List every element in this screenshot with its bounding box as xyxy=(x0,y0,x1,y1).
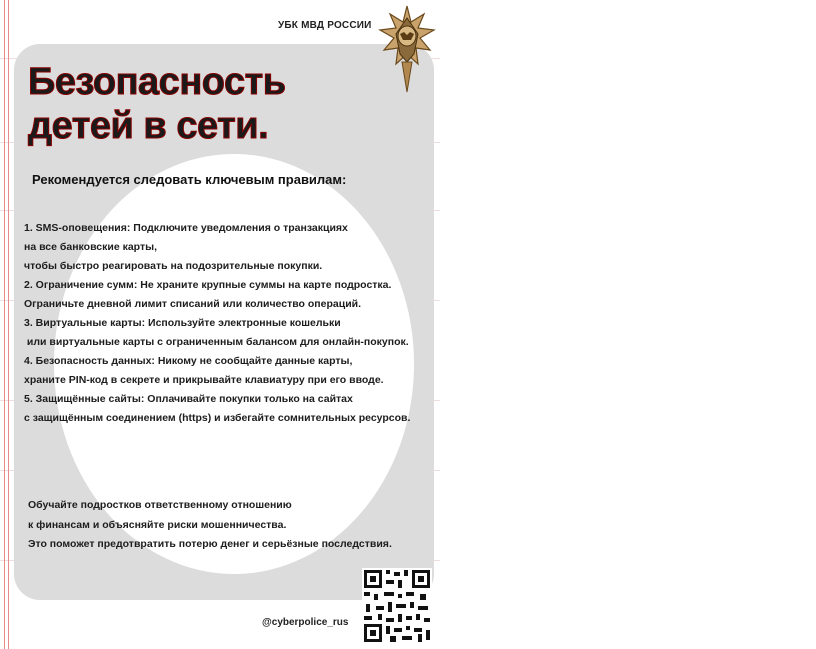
organization-label: УБК МВД РОССИИ xyxy=(278,20,372,31)
title-line-1: Безопасность xyxy=(28,61,286,103)
margin-line xyxy=(4,0,5,649)
rule-line: 5. Защищённые сайты: Оплачивайте покупки только на сайтах xyxy=(24,393,353,405)
closing-note xyxy=(28,496,392,555)
closing-line: Это поможет предотвратить потерю денег и серьёзные последствия. xyxy=(28,538,392,550)
closing-line: Обучайте подростков ответственному отношению xyxy=(28,499,292,511)
rule-line: 1. SMS-оповещения: Подключите уведомления о транзакциях xyxy=(24,222,348,234)
intro-text: Рекомендуется следовать ключевым правилам: xyxy=(32,172,347,187)
qr-code-icon xyxy=(362,568,432,644)
rule-line: Ограничьте дневной лимит списаний или количество операций. xyxy=(24,298,362,310)
police-emblem-icon xyxy=(378,4,436,96)
rule-line: 2. Ограничение сумм: Не храните крупные суммы на карте подростка. xyxy=(24,279,392,291)
rules-list xyxy=(24,219,410,428)
rule-line: 4. Безопасность данных: Никому не сообщайте данные карты, xyxy=(24,355,353,367)
title-line-2: детей в сети. xyxy=(28,105,269,147)
rule-line: чтобы быстро реагировать на подозрительные покупки. xyxy=(24,260,323,272)
rule-line: храните PIN-код в секрете и прикрывайте клавиатуру при его вводе. xyxy=(24,374,384,386)
margin-line xyxy=(8,0,9,649)
closing-line: к финансам и объясняйте риски мошенничества. xyxy=(28,518,287,531)
rule-line: или виртуальные карты с ограниченным балансом для онлайн-покупок. xyxy=(24,336,409,348)
page-title xyxy=(28,60,286,148)
rule-line: на все банковские карты, xyxy=(24,241,157,253)
social-handle: @cyberpolice_rus xyxy=(262,617,349,628)
rule-line: 3. Виртуальные карты: Используйте электронные кошельки xyxy=(24,317,341,329)
rule-line: с защищённым соединением (https) и избегайте сомнительных ресурсов. xyxy=(24,412,411,424)
